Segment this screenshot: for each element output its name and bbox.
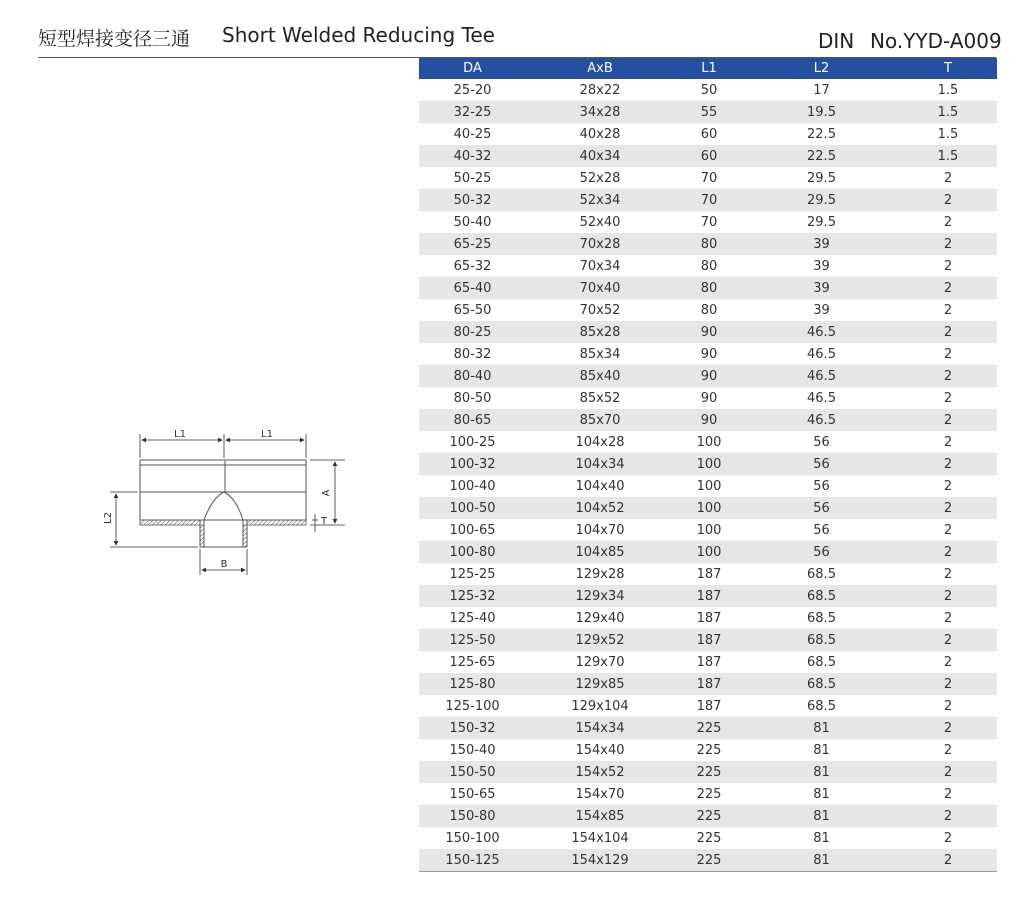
table-cell-l1: 225 [696,830,722,846]
table-cell-da: 80-25 [419,321,526,343]
table-row [419,629,997,651]
table-row [419,519,997,541]
table-cell-l1: 100 [674,541,744,563]
table-cell-l1: 100 [674,453,744,475]
table-cell-t: 2 [943,214,953,230]
table-cell-axb: 85x40 [526,365,674,387]
column-header-l2: L2 [744,58,899,79]
table-row [419,321,997,343]
table-cell-l2: 22.5 [744,145,899,167]
table-cell-l1: 100 [696,434,722,450]
table-row [419,387,997,409]
table-cell-axb: 129x52 [526,629,674,651]
table-cell-l1: 70 [674,189,744,211]
table-header-row [419,58,997,79]
title-chinese: 短型焊接变径三通 [38,28,191,50]
table-cell-l1: 60 [674,145,744,167]
table-cell-t: 2 [943,302,953,318]
table-cell-axb: 70x28 [526,233,674,255]
table-cell-l2: 46.5 [744,409,899,431]
table-cell-t: 2 [899,629,997,651]
table-row [419,827,997,849]
table-cell-da: 80-40 [419,365,526,387]
table-cell-t: 2 [899,321,997,343]
table-row [419,651,997,673]
table-cell-l1: 100 [696,478,722,494]
table-row [419,541,997,563]
table-cell-t: 1.5 [937,82,959,98]
table-cell-axb: 129x34 [526,585,674,607]
table-row [419,233,997,255]
table-cell-t: 2 [899,805,997,827]
table-row [419,453,997,475]
dim-label-t: T [321,516,328,527]
table-cell-l2: 29.5 [807,170,836,186]
table-cell-t: 2 [943,610,953,626]
dimension-table [419,58,997,872]
table-cell-t: 2 [899,365,997,387]
table-cell-l1: 90 [674,365,744,387]
table-cell-da: 125-32 [419,585,526,607]
dim-label-l1-right: L1 [261,429,273,440]
table-cell-t: 2 [899,277,997,299]
table-cell-da: 150-40 [449,742,496,758]
table-row [419,211,997,233]
table-row [419,695,997,717]
column-header-t: T [899,58,997,79]
table-cell-axb: 154x104 [571,830,629,846]
table-cell-l1: 225 [696,742,722,758]
table-cell-t: 2 [943,478,953,494]
table-row [419,783,997,805]
table-cell-l2: 81 [744,761,899,783]
table-cell-axb: 154x85 [526,805,674,827]
table-cell-t: 2 [899,497,997,519]
table-cell-t: 2 [943,522,953,538]
table-cell-l2: 56 [813,478,830,494]
table-cell-l1: 80 [674,277,744,299]
table-cell-t: 2 [899,541,997,563]
table-cell-l2: 81 [813,830,830,846]
column-header-da: DA [419,58,526,79]
table-cell-da: 100-80 [419,541,526,563]
table-cell-l1: 70 [700,214,718,230]
table-cell-l2: 29.5 [744,189,899,211]
table-cell-l2: 81 [744,849,899,872]
column-header-axb: AxB [526,58,674,79]
table-cell-t: 2 [943,698,953,714]
column-header-l1: L1 [674,58,744,79]
table-cell-t: 2 [899,453,997,475]
table-cell-axb: 104x85 [526,541,674,563]
table-row [419,365,997,387]
table-cell-axb: 154x34 [526,717,674,739]
table-cell-da: 40-32 [419,145,526,167]
table-cell-l1: 70 [700,170,718,186]
table-row [419,277,997,299]
table-row [419,255,997,277]
table-cell-l2: 81 [744,717,899,739]
table-body [419,79,997,872]
hatched-branch-right [243,525,247,547]
table-cell-t: 2 [943,346,953,362]
table-cell-l1: 55 [674,101,744,123]
table-cell-l2: 56 [744,497,899,519]
title-english: Short Welded Reducing Tee [222,23,495,47]
table-row [419,189,997,211]
table-cell-da: 25-20 [453,82,492,98]
table-cell-da: 50-25 [453,170,492,186]
table-cell-l1: 187 [674,673,744,695]
table-cell-l1: 90 [674,321,744,343]
table-cell-t: 2 [943,170,953,186]
table-cell-da: 125-80 [419,673,526,695]
table-cell-l1: 225 [674,805,744,827]
table-cell-t: 2 [899,585,997,607]
table-cell-axb: 129x85 [526,673,674,695]
dim-label-b: B [220,559,228,570]
table-cell-da: 80-32 [453,346,492,362]
table-cell-axb: 34x28 [526,101,674,123]
table-row [419,805,997,827]
table-row [419,409,997,431]
table-cell-l1: 187 [696,610,722,626]
table-cell-l2: 56 [813,434,830,450]
table-cell-da: 150-50 [419,761,526,783]
table-cell-l2: 81 [813,742,830,758]
table-cell-axb: 129x70 [575,654,625,670]
table-row [419,585,997,607]
table-cell-da: 80-50 [453,390,492,406]
table-row [419,299,997,321]
table-cell-t: 2 [943,258,953,274]
table-cell-da: 65-32 [453,258,492,274]
table-cell-l2: 46.5 [807,390,836,406]
dim-label-l1-left: L1 [174,429,186,440]
table-cell-t: 2 [899,673,997,695]
table-cell-l1: 90 [700,390,718,406]
table-cell-l2: 68.5 [807,610,836,626]
table-cell-t: 2 [899,717,997,739]
table-cell-t: 2 [899,761,997,783]
table-cell-axb: 104x52 [526,497,674,519]
table-cell-l1: 80 [700,302,718,318]
table-cell-axb: 85x28 [526,321,674,343]
table-cell-t: 2 [943,830,953,846]
table-cell-t: 2 [943,434,953,450]
table-cell-l2: 81 [744,805,899,827]
table-cell-t: 2 [943,566,953,582]
table-cell-l2: 68.5 [744,673,899,695]
table-cell-da: 32-25 [419,101,526,123]
table-cell-l2: 68.5 [807,654,836,670]
table-row [419,607,997,629]
table-cell-t: 2 [943,786,953,802]
page-header [0,0,1024,60]
table-cell-da: 100-32 [419,453,526,475]
table-cell-l2: 39 [744,233,899,255]
table-cell-l1: 60 [700,126,718,142]
tee-outline [140,460,306,547]
table-cell-axb: 154x52 [526,761,674,783]
table-cell-da: 150-125 [419,849,526,872]
table-cell-l1: 225 [674,849,744,872]
table-cell-axb: 154x129 [526,849,674,872]
table-cell-l1: 225 [674,761,744,783]
table-cell-da: 65-40 [419,277,526,299]
table-cell-da: 125-100 [445,698,500,714]
table-cell-t: 2 [899,409,997,431]
table-cell-t: 2 [899,849,997,872]
table-cell-da: 150-100 [445,830,500,846]
table-row [419,79,997,101]
table-cell-axb: 85x34 [579,346,621,362]
table-cell-axb: 154x40 [575,742,625,758]
table-cell-axb: 85x70 [526,409,674,431]
table-cell-l1: 80 [700,258,718,274]
table-row [419,431,997,453]
table-cell-da: 65-50 [453,302,492,318]
hatched-wall-right [247,520,306,525]
table-cell-da: 125-40 [449,610,496,626]
table-cell-axb: 70x52 [579,302,621,318]
tee-technical-drawing [100,420,360,580]
table-cell-axb: 52x28 [579,170,621,186]
table-cell-axb: 70x40 [526,277,674,299]
table-row [419,849,997,872]
table-cell-t: 2 [943,654,953,670]
hatched-branch-left [200,525,204,547]
table-cell-l1: 100 [696,522,722,538]
dim-label-l2: L2 [103,512,114,524]
table-cell-l2: 19.5 [744,101,899,123]
table-cell-l2: 68.5 [744,585,899,607]
table-cell-axb: 104x40 [575,478,625,494]
table-cell-t: 2 [943,742,953,758]
table-cell-l2: 46.5 [744,321,899,343]
table-cell-da: 150-65 [449,786,496,802]
table-cell-axb: 129x28 [575,566,625,582]
table-cell-da: 125-25 [449,566,496,582]
table-row [419,167,997,189]
table-cell-axb: 129x104 [571,698,629,714]
table-cell-t: 2 [899,189,997,211]
table-cell-l2: 81 [813,786,830,802]
table-cell-l2: 46.5 [807,346,836,362]
hatched-wall-left [140,520,200,525]
table-cell-l2: 68.5 [807,698,836,714]
table-cell-l1: 187 [674,629,744,651]
table-cell-l2: 68.5 [744,629,899,651]
table-cell-axb: 40x34 [526,145,674,167]
table-cell-l1: 187 [696,698,722,714]
table-cell-l2: 39 [813,302,830,318]
table-row [419,497,997,519]
table-cell-da: 100-40 [449,478,496,494]
dimension-lines [110,434,345,575]
table-cell-axb: 28x22 [579,82,621,98]
table-cell-axb: 154x70 [575,786,625,802]
table-cell-l2: 39 [744,277,899,299]
table-cell-axb: 52x40 [579,214,621,230]
table-row [419,563,997,585]
table-cell-l2: 29.5 [807,214,836,230]
table-row [419,739,997,761]
table-cell-l1: 100 [674,497,744,519]
table-row [419,717,997,739]
table-cell-t: 1.5 [899,101,997,123]
table-cell-da: 100-65 [449,522,496,538]
table-cell-l2: 39 [813,258,830,274]
table-cell-l2: 56 [744,453,899,475]
table-cell-l1: 225 [674,717,744,739]
table-cell-da: 150-80 [419,805,526,827]
table-cell-l1: 225 [696,786,722,802]
table-cell-axb: 40x28 [579,126,621,142]
table-cell-da: 50-32 [419,189,526,211]
table-cell-axb: 70x34 [579,258,621,274]
table-cell-da: 100-25 [449,434,496,450]
table-cell-axb: 104x28 [575,434,625,450]
table-row [419,343,997,365]
table-cell-da: 125-50 [419,629,526,651]
table-cell-axb: 52x34 [526,189,674,211]
table-cell-da: 50-40 [453,214,492,230]
table-cell-t: 2 [943,390,953,406]
table-cell-l2: 46.5 [744,365,899,387]
table-row [419,101,997,123]
table-row [419,145,997,167]
table-cell-t: 1.5 [937,126,959,142]
table-cell-l1: 187 [696,566,722,582]
table-cell-t: 1.5 [899,145,997,167]
standard-label: DIN [818,29,855,53]
dim-label-a: A [321,489,332,497]
table-cell-l2: 56 [813,522,830,538]
table-cell-da: 150-32 [419,717,526,739]
table-cell-l2: 17 [813,82,830,98]
table-cell-axb: 104x70 [575,522,625,538]
table-cell-l2: 56 [744,541,899,563]
table-cell-l1: 187 [696,654,722,670]
table-cell-axb: 85x52 [579,390,621,406]
product-code: No.YYD-A009 [870,29,1002,53]
table-cell-l1: 90 [700,346,718,362]
table-cell-axb: 129x40 [575,610,625,626]
table-row [419,673,997,695]
table-cell-l2: 22.5 [807,126,836,142]
table-cell-da: 125-65 [449,654,496,670]
table-cell-l1: 187 [674,585,744,607]
table-cell-t: 2 [899,233,997,255]
table-cell-l1: 90 [674,409,744,431]
table-row [419,123,997,145]
table-cell-l1: 80 [674,233,744,255]
table-cell-da: 65-25 [419,233,526,255]
table-row [419,475,997,497]
table-cell-l1: 50 [700,82,718,98]
table-cell-da: 100-50 [419,497,526,519]
table-cell-da: 40-25 [453,126,492,142]
table-row [419,761,997,783]
table-cell-l2: 68.5 [807,566,836,582]
table-cell-axb: 104x34 [526,453,674,475]
table-cell-da: 80-65 [419,409,526,431]
